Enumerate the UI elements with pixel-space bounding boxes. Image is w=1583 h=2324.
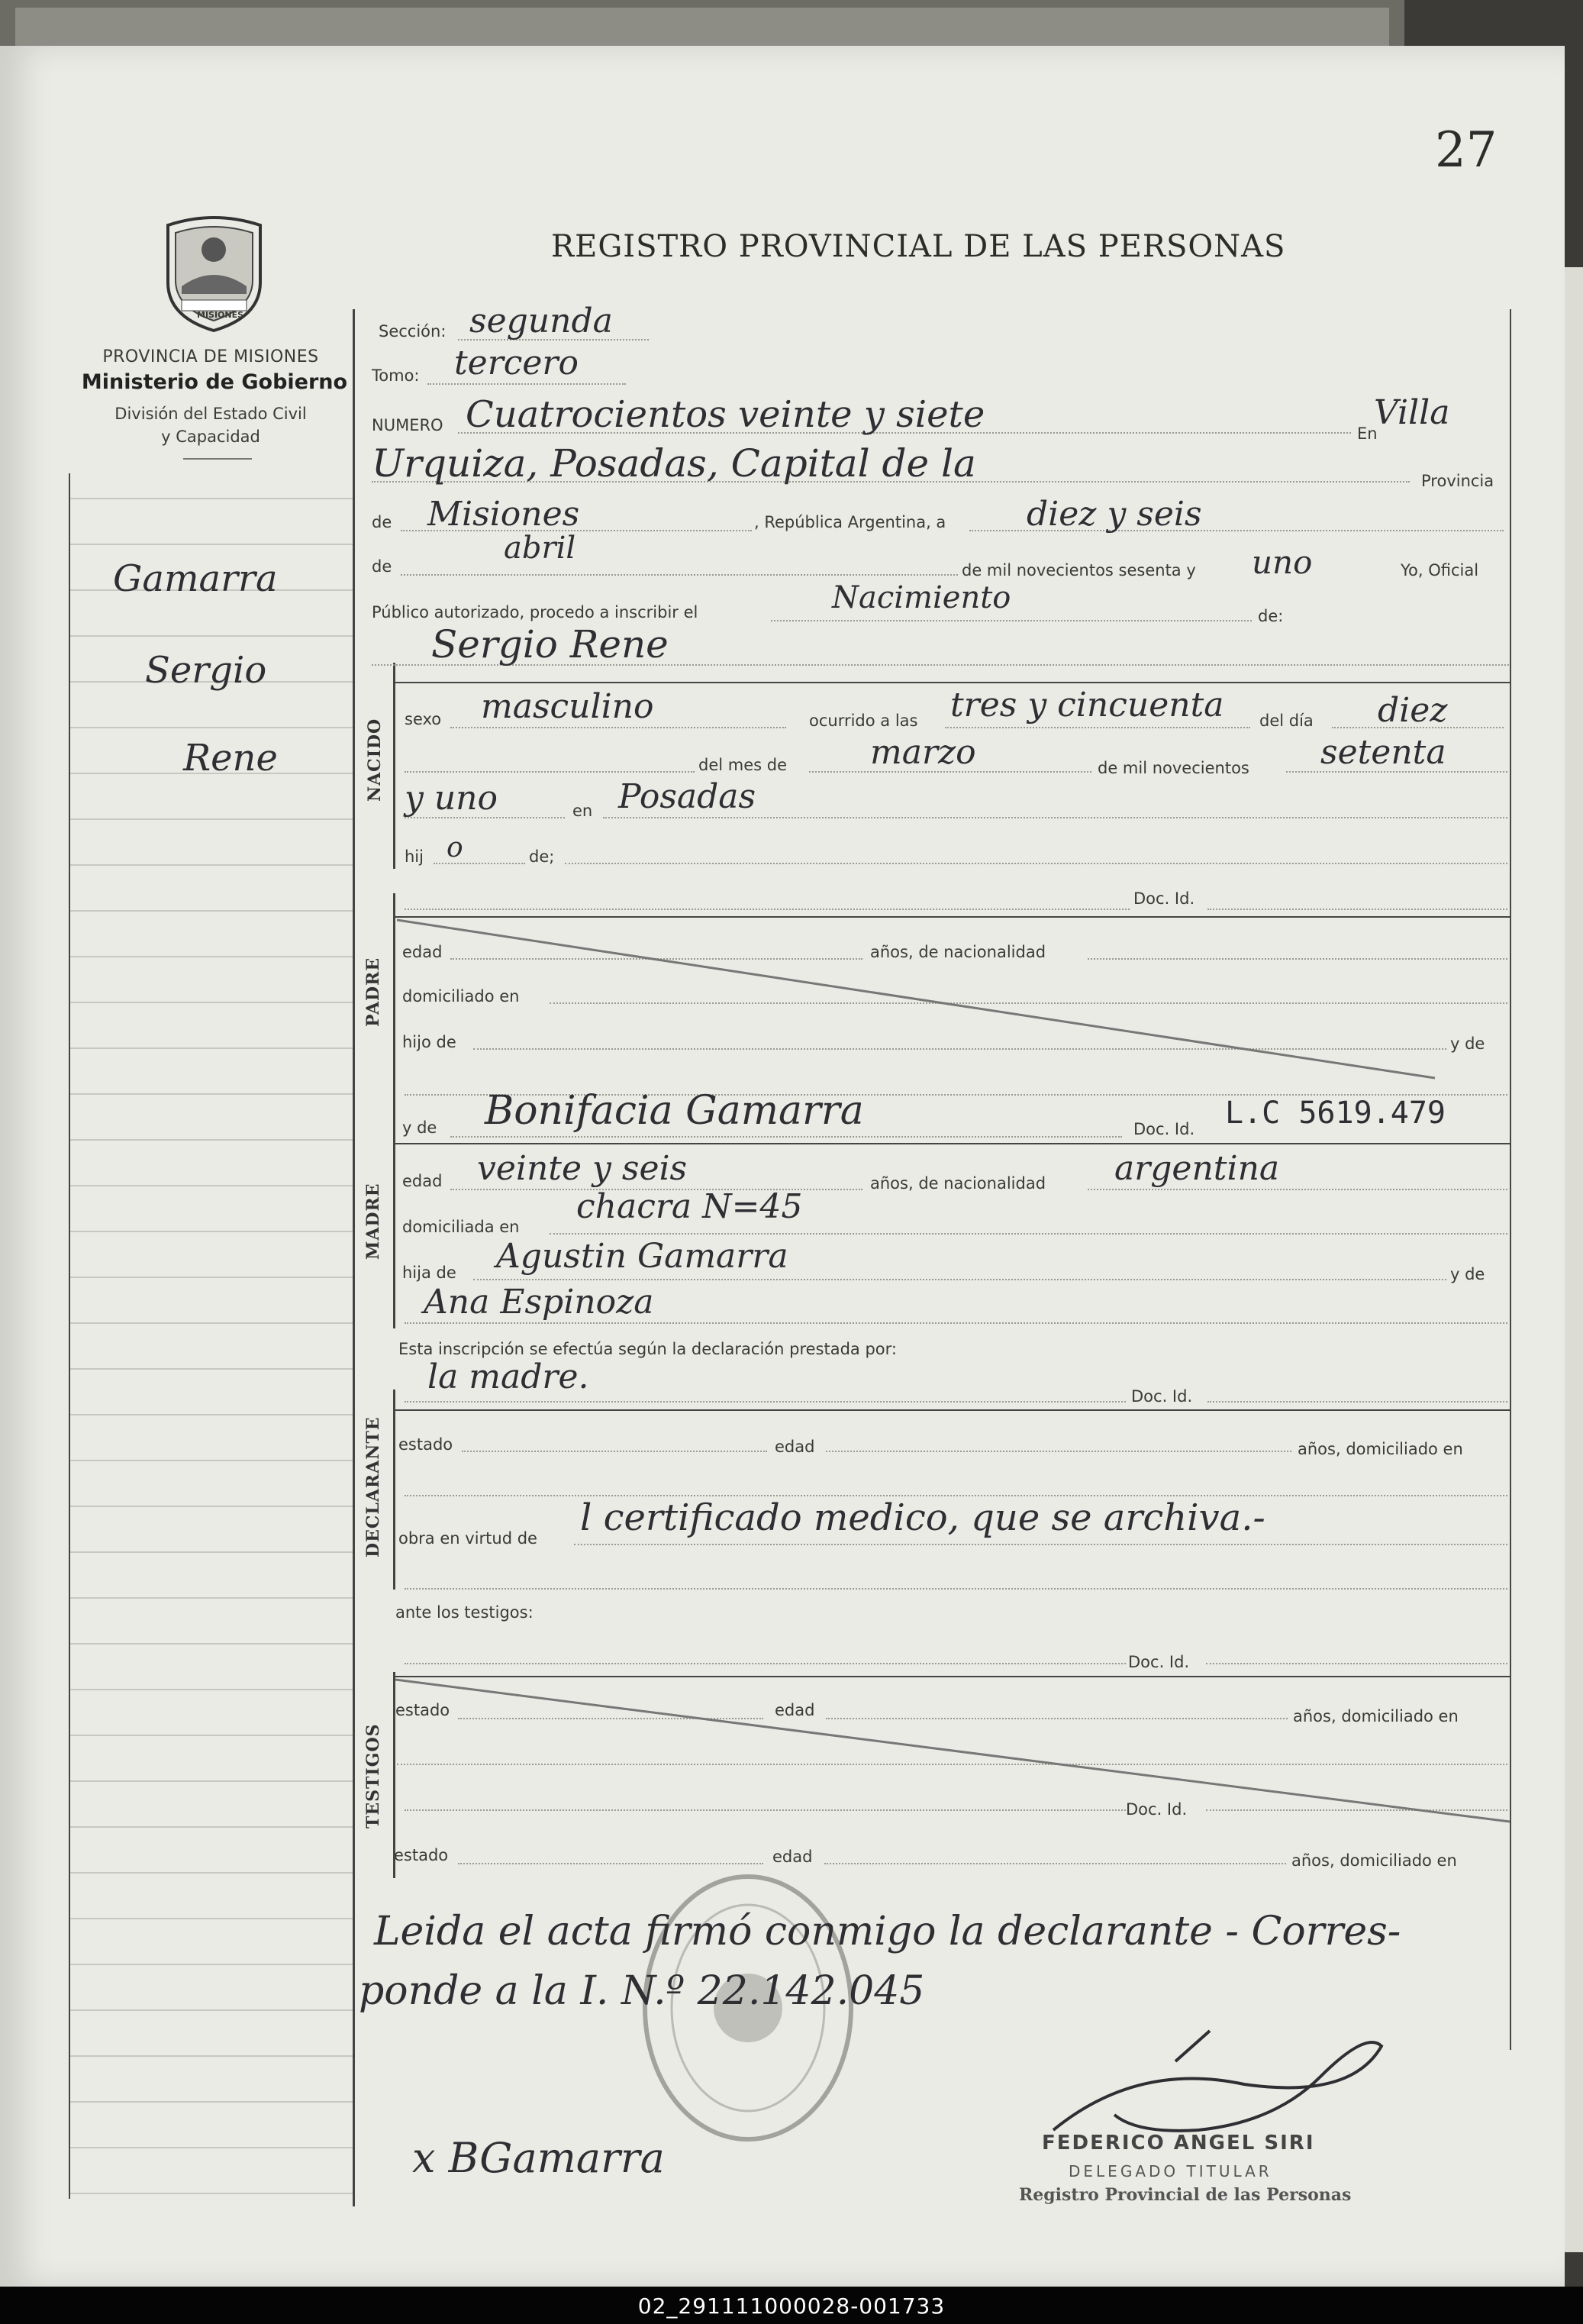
testigos-intro-label: ante los testigos: [395, 1603, 534, 1622]
nacido-section-label: NACIDO [365, 718, 385, 802]
obra-value: l certificado medico, que se archiva.- [580, 1496, 1265, 1539]
tomo-value: tercero [454, 344, 579, 382]
hij-label: hij [405, 847, 424, 866]
seccion-label: Sección: [379, 322, 447, 341]
margin-ruled-line [70, 956, 353, 957]
margin-ruled-line [70, 2009, 353, 2011]
declarante-edad-label: edad [775, 1438, 815, 1456]
declarante-intro-label: Esta inscripción se efectúa según la declaración prestada por: [398, 1340, 897, 1358]
padre-bracket [393, 893, 395, 1118]
declarant-signature: x BGamarra [412, 2134, 665, 2182]
division-underline [183, 458, 252, 460]
margin-ruled-line [70, 1414, 353, 1415]
seccion-value: segunda [469, 302, 613, 341]
declarante-domicilio-label: años, domiciliado en [1298, 1440, 1463, 1458]
anio-value: uno [1252, 544, 1313, 581]
anio-nacido-value: setenta [1320, 733, 1446, 772]
margin-ruled-line [70, 1689, 353, 1690]
testigos-section-label: TESTIGOS [363, 1723, 383, 1829]
madre-bracket [393, 1118, 395, 1328]
margin-ruled-line [70, 1872, 353, 1874]
delmes-label: del mes de [698, 756, 788, 774]
tomo-label: Tomo: [372, 366, 420, 385]
madre-yde2-label: y de [1450, 1265, 1485, 1283]
rule-nacido-top [395, 682, 1511, 683]
footer-image-id: 02_291111000028-001733 [637, 2293, 946, 2319]
rule-madre-top [395, 1143, 1511, 1144]
testigo2-domicilio-label: años, domiciliado en [1291, 1851, 1457, 1870]
madre-doc-label: Doc. Id. [1133, 1120, 1195, 1138]
en-value: Villa [1374, 393, 1450, 432]
officer-name: FEDERICO ANGEL SIRI [1042, 2132, 1315, 2155]
madre-nombre-value: Bonifacia Gamarra [485, 1088, 864, 1134]
division-label-2: y Capacidad [161, 428, 260, 446]
margin-ruled-line [70, 1139, 353, 1141]
anio2-value: y uno [405, 779, 498, 818]
mes-nacido-value: marzo [870, 733, 976, 772]
provincia-label: Provincia [1421, 472, 1494, 490]
margin-ruled-line [70, 1002, 353, 1003]
ocurrido-label: ocurrido a las [809, 712, 918, 730]
madre-domicilio-label: domiciliada en [402, 1218, 520, 1236]
madre-hija-label: hija de [402, 1264, 456, 1282]
margin-ruled-line [70, 2193, 353, 2194]
madre-doc-value: L.C 5619.479 [1225, 1096, 1446, 1131]
madre-nacionalidad-label: años, de nacionalidad [870, 1174, 1046, 1193]
provincia-value: Misiones [427, 495, 580, 534]
margin-ruled-line [70, 1964, 353, 1965]
margin-note-surname: Gamarra [113, 557, 278, 600]
fecha-dia-value: diez y seis [1027, 495, 1202, 534]
padre-strike-line [397, 916, 1527, 1084]
declarante-estado-label: estado [398, 1435, 453, 1454]
margin-ruled-line [70, 818, 353, 820]
madre-edad-value: veinte y seis [477, 1149, 688, 1188]
declarante-doc-label: Doc. Id. [1131, 1387, 1193, 1406]
padre-edad-label: edad [402, 943, 443, 961]
margin-ruled-line [70, 1460, 353, 1461]
madre-nacionalidad-value: argentina [1114, 1149, 1280, 1188]
testigos-doc2-label: Doc. Id. [1126, 1800, 1188, 1819]
en-label: En [1357, 424, 1378, 443]
de-label: de [372, 513, 392, 531]
declarante-section-label: DECLARANTE [363, 1416, 383, 1557]
localidad-value: Urquiza, Posadas, Capital de la [372, 441, 976, 486]
hij-value: o [447, 832, 463, 863]
padre-yde-label: y de [1450, 1035, 1485, 1053]
deldia-label: del día [1259, 712, 1314, 730]
en-nacido-label: en [572, 802, 593, 820]
republica-label: , República Argentina, a [754, 513, 946, 531]
officer-title: DELEGADO TITULAR [1069, 2162, 1272, 2180]
margin-ruled-line [70, 1780, 353, 1782]
margin-ruled-line [70, 2147, 353, 2148]
sexo-value: masculino [481, 687, 654, 726]
testigo2-estado-label: estado [394, 1846, 449, 1864]
madre-padre-value: Agustin Gamarra [496, 1237, 788, 1276]
margin-ruled-line [70, 1322, 353, 1324]
acto-value: Nacimiento [832, 580, 1011, 615]
margin-ruled-line [70, 864, 353, 866]
province-label: PROVINCIA DE MISIONES [102, 347, 319, 366]
margin-ruled-line [70, 544, 353, 545]
page-number: 27 [1435, 122, 1498, 179]
numero-value: Cuatrocientos veinte y siete [466, 393, 985, 436]
anio-label: de mil novecientos sesenta y [962, 561, 1196, 579]
de2-label: de [372, 557, 392, 576]
publico-label: Público autorizado, procedo a inscribir el [372, 603, 698, 621]
oficial-label: Yo, Oficial [1401, 561, 1479, 579]
madre-yde-label: y de [402, 1118, 437, 1137]
testigos-doc1-label: Doc. Id. [1128, 1653, 1190, 1671]
margin-ruled-line [70, 910, 353, 912]
rule-declarante-top [395, 1409, 1511, 1411]
testigo1-domicilio-label: años, domiciliado en [1293, 1707, 1459, 1725]
margin-ruled-line [70, 1277, 353, 1278]
lugar-value: Posadas [618, 777, 756, 816]
officer-org: Registro Provincial de las Personas [1019, 2185, 1352, 2205]
crest-label: MISIONES [197, 310, 244, 320]
padre-section-label: PADRE [363, 957, 383, 1027]
page-title: REGISTRO PROVINCIAL DE LAS PERSONAS [551, 229, 1286, 264]
margin-note-middlename: Rene [183, 737, 278, 780]
margin-ruled-line [70, 1597, 353, 1599]
margin-ruled-line [70, 1185, 353, 1186]
testigos-strike-line [395, 1677, 1525, 1829]
margin-border-right [353, 309, 355, 2206]
obra-label: obra en virtud de [398, 1529, 537, 1548]
nombre-value: Sergio Rene [431, 622, 669, 667]
hora-value: tres y cincuenta [950, 686, 1224, 725]
declarante-bracket [393, 1390, 395, 1590]
margin-ruled-line [70, 1047, 353, 1049]
margin-ruled-line [70, 1735, 353, 1736]
demil-label: de mil novecientos [1098, 759, 1249, 777]
margin-ruled-line [70, 1643, 353, 1645]
madre-domicilio-value: chacra N=45 [576, 1187, 803, 1226]
margin-ruled-line [70, 635, 353, 637]
madre-edad-label: edad [402, 1172, 443, 1190]
testigo1-edad-label: edad [775, 1701, 815, 1719]
testigo2-edad-label: edad [772, 1848, 813, 1866]
closing-line-1: Leida el acta firmó conmigo la declarante - Corres- [374, 1909, 1401, 1954]
closing-line-2: ponde a la I. N.º 22.142.045 [359, 1968, 925, 2014]
margin-ruled-line [70, 1826, 353, 1828]
declarante-nombre-value: la madre. [427, 1357, 589, 1396]
margin-ruled-line [70, 727, 353, 728]
margin-border-left [69, 473, 70, 2199]
margin-ruled-line [70, 2101, 353, 2103]
mes-value: abril [504, 531, 576, 566]
margin-ruled-line [70, 2055, 353, 2057]
margin-note-firstname: Sergio [145, 649, 267, 692]
dia-value: diez [1378, 691, 1448, 730]
margin-ruled-line [70, 1368, 353, 1370]
nacido-bracket [393, 663, 395, 869]
madre-section-label: MADRE [363, 1183, 383, 1260]
margin-ruled-line [70, 1918, 353, 1919]
margin-ruled-line [70, 1551, 353, 1553]
hij-de-label: de; [529, 847, 555, 866]
margin-ruled-line [70, 498, 353, 499]
padre-doc-label: Doc. Id. [1133, 889, 1195, 908]
madre-madre-value: Ana Espinoza [424, 1283, 654, 1322]
de3-label: de: [1258, 607, 1284, 625]
ministry-label: Ministerio de Gobierno [81, 370, 348, 394]
division-label-1: División del Estado Civil [114, 405, 307, 423]
margin-ruled-line [70, 1231, 353, 1232]
margin-ruled-line [70, 1093, 353, 1095]
padre-domicilio-label: domiciliado en [402, 987, 520, 1005]
testigo1-estado-label: estado [395, 1701, 450, 1719]
margin-ruled-line [70, 1506, 353, 1507]
padre-hijo-label: hijo de [402, 1033, 456, 1051]
numero-label: NUMERO [372, 416, 443, 434]
padre-nacionalidad-label: años, de nacionalidad [870, 943, 1046, 961]
sexo-label: sexo [405, 710, 442, 728]
